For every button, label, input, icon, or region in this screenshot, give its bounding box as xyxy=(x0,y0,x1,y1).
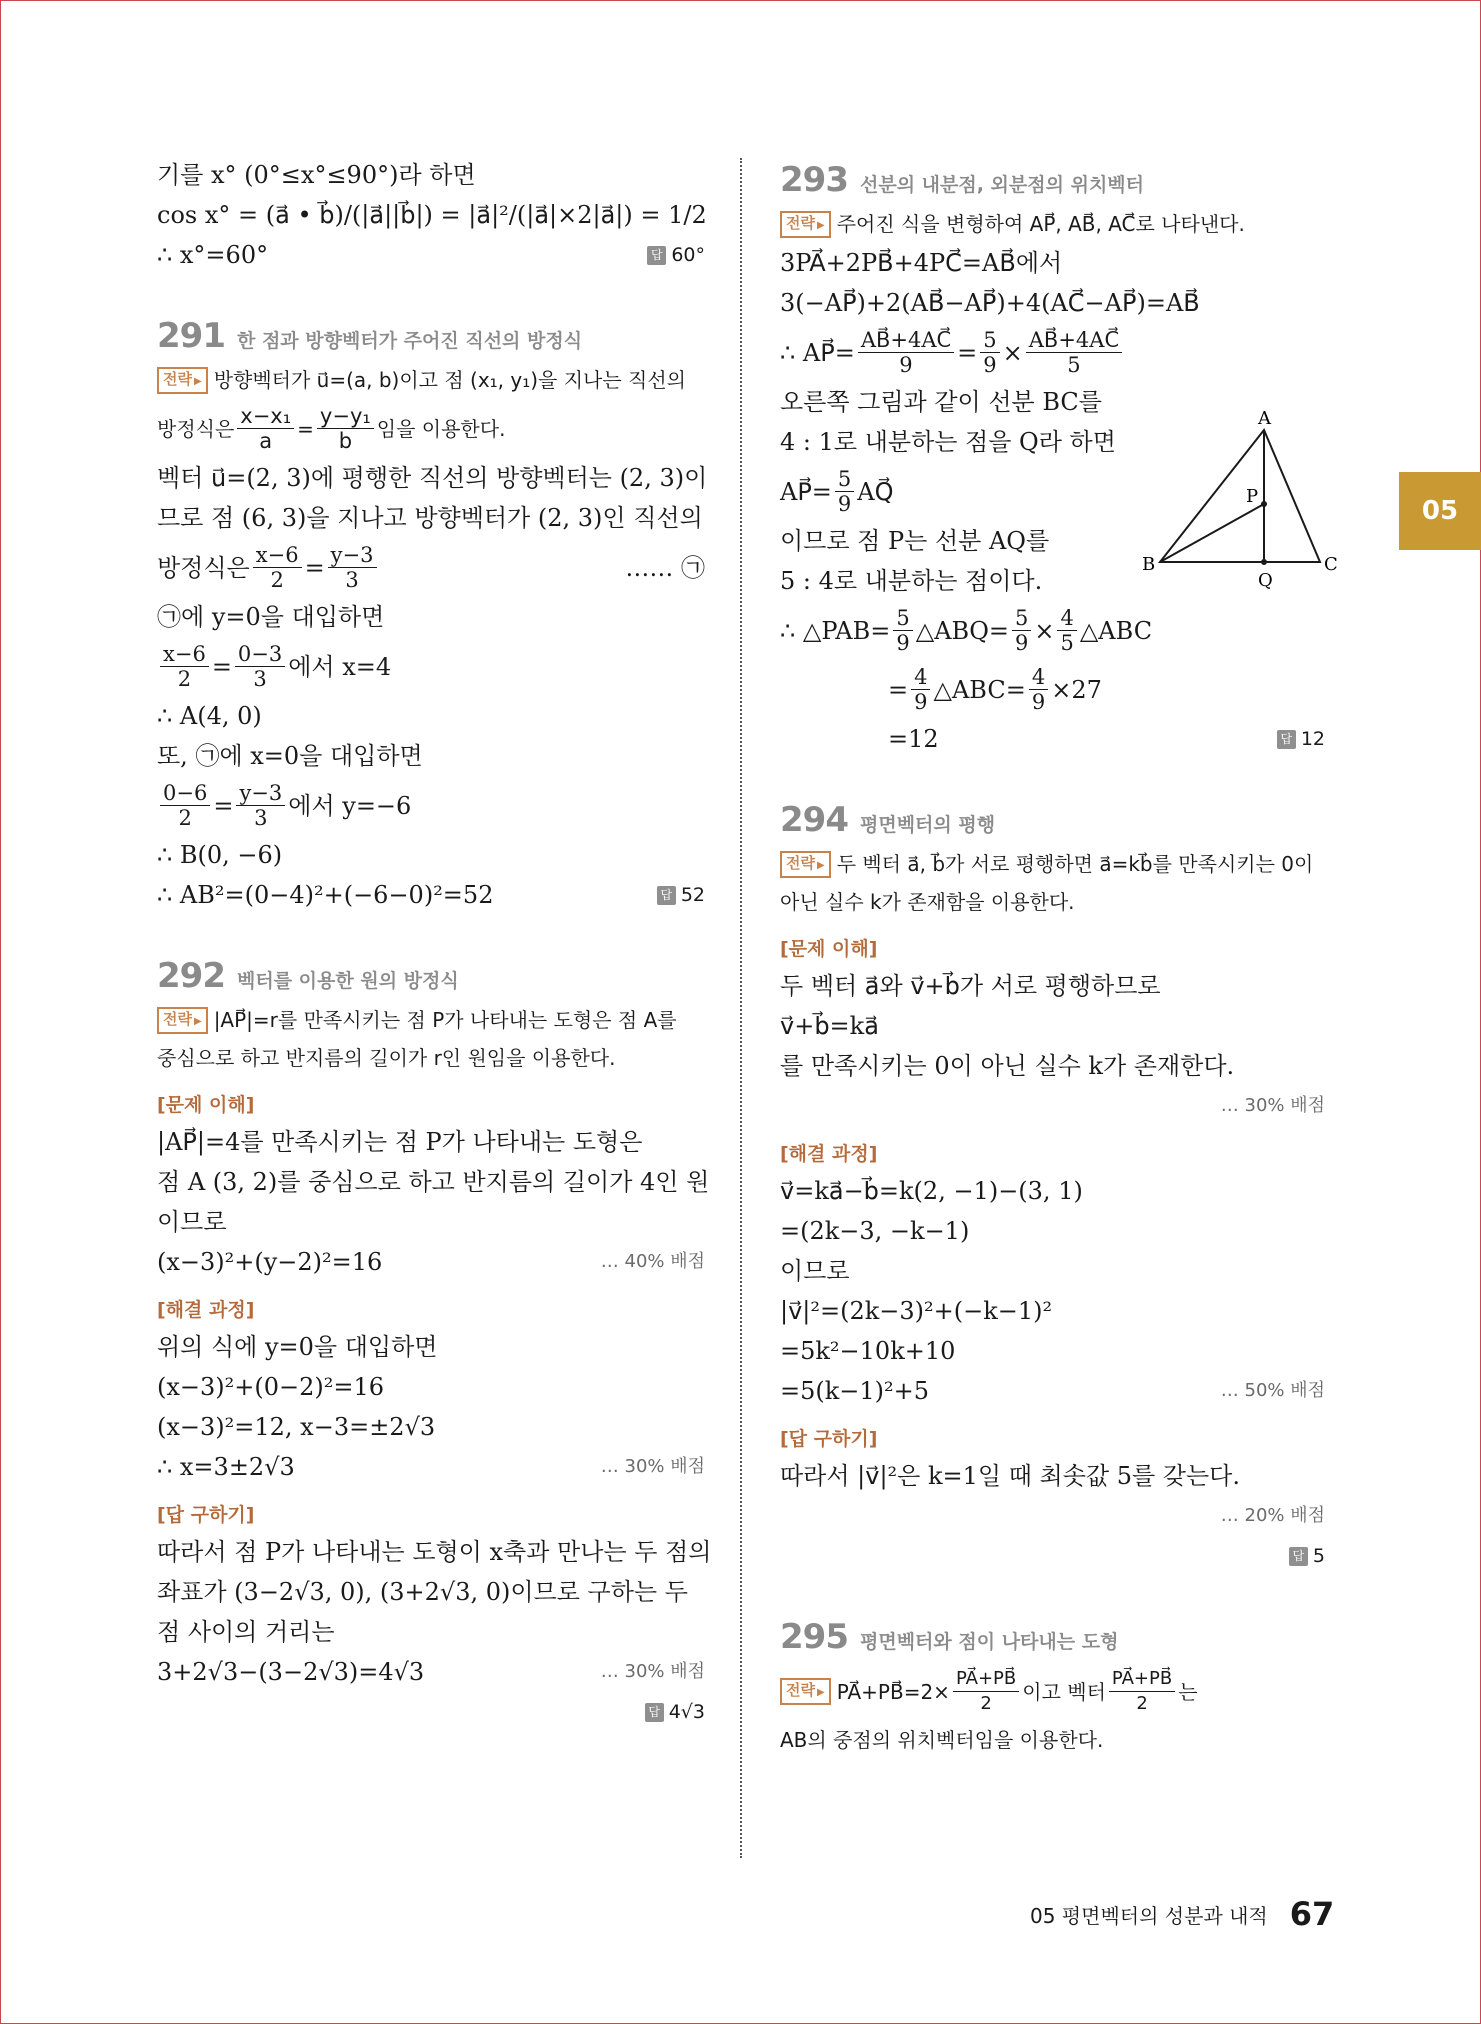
solution-line: |AP⃗|=4를 만족시키는 점 P가 나타내는 도형은 xyxy=(157,1128,643,1156)
chapter-side-tab: 05 xyxy=(1399,472,1481,550)
strategy-294: 전략 ▶ 두 벡터 a⃗, b⃗가 서로 평행하면 a⃗=kb⃗를 만족시키는 0이 xyxy=(780,850,1325,878)
point-q xyxy=(1261,559,1267,565)
page-number: 67 xyxy=(1289,1895,1335,1933)
problem-number: 294 xyxy=(780,800,848,840)
solution-line: =5k²−10k+10 xyxy=(780,1337,956,1365)
solution-line: 를 만족시키는 0이 아닌 실수 k가 존재한다. xyxy=(780,1052,1235,1080)
equation-line: = $\frac{4}{9}$ △ABC= $\frac{4}{9}$ ×27 xyxy=(888,665,1102,714)
strategy-tag: 전략 ▶ xyxy=(780,211,831,238)
strategy-tag: 전략 ▶ xyxy=(780,1678,831,1705)
intro-answer: 답 60° xyxy=(647,240,705,270)
strategy-292-line-2: 중심으로 하고 반지름의 길이가 r인 원임을 이용한다. xyxy=(157,1046,616,1070)
score-note: … 40% 배점 xyxy=(600,1251,705,1272)
intro-line-2: cos x° = (a⃗ • b⃗)/(|a⃗||b⃗|) = |a⃗|²/(|a⃗|×2|a⃗|) = 1/2 xyxy=(157,201,707,229)
solution-line: 점 사이의 거리는 xyxy=(157,1618,335,1646)
solution-line: ∴ A(4, 0) xyxy=(157,702,262,730)
score-note: … 20% 배점 xyxy=(1220,1505,1325,1526)
label-a: A xyxy=(1258,410,1271,429)
strategy-292: 전략 ▶ |AP⃗|=r를 만족시키는 점 P가 나타내는 도형은 점 A를 xyxy=(157,1006,705,1034)
solution-line: 5 : 4로 내분하는 점이다. xyxy=(780,567,1043,595)
solution-line: 이므로 xyxy=(157,1208,227,1236)
answer-mark-icon: 답 xyxy=(1289,1547,1308,1566)
solution-line: 므로 점 (6, 3)을 지나고 방향벡터가 (2, 3)인 직선의 xyxy=(157,504,703,532)
solution-line: (x−3)²=12, x−3=±2√3 xyxy=(157,1413,436,1441)
problem-number: 291 xyxy=(157,316,225,356)
problem-292-header xyxy=(157,956,705,996)
fraction: $\frac{\text{x−x₁}}{a}$ xyxy=(237,404,294,453)
scored-line: 3+2√3−(3−2√3)=4√3 … 30% 배점 xyxy=(157,1658,705,1686)
equation-line: AP⃗= $\frac{5}{9}$ AQ⃗ xyxy=(780,467,894,516)
page-footer xyxy=(1030,1895,1334,1933)
strategy-295: 전략 ▶ PA⃗+PB⃗=2× $\frac{PA⃗+PB⃗}{2}$ 이고 벡터 $\frac{PA⃗+PB⃗}{2}$ 는 xyxy=(780,1667,1325,1716)
label-p: P xyxy=(1246,486,1259,507)
problem-title: 한 점과 방향벡터가 주어진 직선의 방정식 xyxy=(236,330,583,352)
solution-line: 이므로 xyxy=(780,1257,850,1285)
scored-line: ∴ x=3±2√3 … 30% 배점 xyxy=(157,1453,705,1481)
score-note: … 30% 배점 xyxy=(1220,1095,1325,1116)
score-note: … 30% 배점 xyxy=(600,1661,705,1682)
solution-line: ㉠에 y=0을 대입하면 xyxy=(157,603,385,631)
scored-line: =5(k−1)²+5 … 50% 배점 xyxy=(780,1377,1325,1405)
strategy-tag: 전략 ▶ xyxy=(157,367,208,394)
section-heading: [해결 과정] xyxy=(780,1143,878,1165)
intro-line-3 xyxy=(157,240,705,270)
solution-line: 오른쪽 그림과 같이 선분 BC를 xyxy=(780,388,1102,416)
point-p xyxy=(1261,501,1267,507)
score-note: … 50% 배점 xyxy=(1220,1380,1325,1401)
solution-line: 두 벡터 a⃗와 v⃗+b⃗가 서로 평행하므로 xyxy=(780,972,1161,1000)
equation-line: $\frac{x-6}{2}$ = $\frac{0-3}{3}$ 에서 x=4 xyxy=(157,642,705,691)
answer-292: 답 4√3 xyxy=(645,1697,705,1727)
problem-title: 평면벡터와 점이 나타내는 도형 xyxy=(859,1631,1119,1653)
strategy-tag: 전략 ▶ xyxy=(157,1007,208,1034)
solution-line: 따라서 |v⃗|²은 k=1일 때 최솟값 5를 갖는다. xyxy=(780,1462,1240,1490)
intro-conclusion: ∴ x°=60° xyxy=(157,241,269,269)
section-heading: [문제 이해] xyxy=(157,1094,255,1116)
problem-number: 295 xyxy=(780,1617,848,1657)
solution-line: 점 A (3, 2)를 중심으로 하고 반지름의 길이가 4인 원 xyxy=(157,1168,710,1196)
equation-mark: …… ㉠ xyxy=(625,553,705,582)
answer-293: 답 12 xyxy=(1277,724,1325,754)
answer-mark-icon: 답 xyxy=(647,246,666,265)
section-heading: [문제 이해] xyxy=(780,938,878,960)
problem-number: 293 xyxy=(780,160,848,200)
problem-title: 선분의 내분점, 외분점의 위치벡터 xyxy=(859,174,1145,196)
triangle-figure xyxy=(1140,410,1340,590)
problem-295-header xyxy=(780,1617,1325,1657)
solution-line: v⃗=ka⃗−b⃗=k(2, −1)−(3, 1) xyxy=(780,1177,1083,1205)
score-line xyxy=(780,1091,1325,1121)
solution-line: 벡터 u⃗=(2, 3)에 평행한 직선의 방향벡터는 (2, 3)이 xyxy=(157,464,708,492)
solution-line: 위의 식에 y=0을 대입하면 xyxy=(157,1333,438,1361)
intro-line-1: 기를 x° (0°≤x°≤90°)라 하면 xyxy=(157,161,476,189)
section-heading: [답 구하기] xyxy=(157,1504,255,1526)
problem-number: 292 xyxy=(157,956,225,996)
strategy-293: 전략 ▶ 주어진 식을 변형하여 AP⃗, AB⃗, AC⃗로 나타낸다. xyxy=(780,210,1325,238)
solution-line: 4 : 1로 내분하는 점을 Q라 하면 xyxy=(780,428,1116,456)
solution-line: ∴ B(0, −6) xyxy=(157,841,283,869)
problem-293-header xyxy=(780,160,1325,200)
solution-line: 3PA⃗+2PB⃗+4PC⃗=AB⃗에서 xyxy=(780,249,1063,277)
problem-291-header xyxy=(157,316,705,356)
strategy-291: 전략 ▶ 방향벡터가 u⃗=(a, b)이고 점 (x₁, y₁)을 지나는 직선의 xyxy=(157,366,705,394)
equation-line: $\frac{0-6}{2}$ = $\frac{y-3}{3}$ 에서 y=−6 xyxy=(157,781,705,830)
column-divider xyxy=(740,158,742,1858)
solution-line: 좌표가 (3−2√3, 0), (3+2√3, 0)이므로 구하는 두 xyxy=(157,1578,688,1606)
equation-line: 방정식은 $\frac{x-6}{2}$ = $\frac{y-3}{3}$ …… ㉠ xyxy=(157,543,705,592)
right-column xyxy=(780,150,1325,1764)
answer-line xyxy=(780,1541,1325,1571)
strategy-295-line-2: AB의 중점의 위치벡터임을 이용한다. xyxy=(780,1728,1104,1752)
chapter-title: 05 평면벡터의 성분과 내적 xyxy=(1030,1903,1268,1928)
solution-line: 이므로 점 P는 선분 AQ를 xyxy=(780,527,1050,555)
answer-mark-icon: 답 xyxy=(657,886,676,905)
problem-294-header xyxy=(780,800,1325,840)
solution-line: =(2k−3, −k−1) xyxy=(780,1217,970,1245)
scored-line: (x−3)²+(y−2)²=16 … 40% 배점 xyxy=(157,1248,705,1276)
strategy-291-line-2: 방정식은 $\frac{\text{x−x₁}}{a}$ = $\frac{\text{y−y₁}}{b}$ 임을 이용한다. xyxy=(157,404,506,453)
label-q: Q xyxy=(1258,570,1273,590)
final-line: =12 답 12 xyxy=(888,725,1325,753)
problem-title: 벡터를 이용한 원의 방정식 xyxy=(236,970,459,992)
triangle-abc xyxy=(1160,430,1320,562)
label-c: C xyxy=(1324,554,1338,575)
answer-291: 답 52 xyxy=(657,880,705,910)
solution-line: 3(−AP⃗)+2(AB⃗−AP⃗)+4(AC⃗−AP⃗)=AB⃗ xyxy=(780,289,1200,317)
strategy-tag: 전략 ▶ xyxy=(780,851,831,878)
final-line: ∴ AB²=(0−4)²+(−6−0)²=52 답 52 xyxy=(157,881,705,909)
answer-mark-icon: 답 xyxy=(645,1703,664,1722)
label-b: B xyxy=(1142,554,1156,575)
segment-bp xyxy=(1160,504,1264,562)
answer-mark-icon: 답 xyxy=(1277,730,1296,749)
solution-line: |v⃗|²=(2k−3)²+(−k−1)² xyxy=(780,1297,1053,1325)
solution-line: v⃗+b⃗=ka⃗ xyxy=(780,1012,879,1040)
equation-line: ∴ △PAB= $\frac{5}{9}$ △ABQ= $\frac{5}{9}$ × $\frac{4}{5}$ △ABC xyxy=(780,606,1153,655)
score-note: … 30% 배점 xyxy=(600,1456,705,1477)
solution-line: 또, ㉠에 x=0을 대입하면 xyxy=(157,742,423,770)
section-heading: [답 구하기] xyxy=(780,1428,878,1450)
answer-294: 답 5 xyxy=(1289,1541,1325,1571)
left-column xyxy=(157,150,712,1737)
score-line xyxy=(780,1501,1325,1531)
equation-line: ∴ AP⃗= $\frac{AB⃗+4AC⃗}{9}$ = $\frac{5}{9}$ × $\frac{AB⃗+4AC⃗}{5}$ xyxy=(780,328,1325,377)
fraction: $\frac{\text{y−y₁}}{b}$ xyxy=(317,404,374,453)
solution-line: 따라서 점 P가 나타내는 도형이 x축과 만나는 두 점의 xyxy=(157,1538,712,1566)
solution-line: (x−3)²+(0−2)²=16 xyxy=(157,1373,385,1401)
problem-title: 평면벡터의 평행 xyxy=(859,814,996,836)
answer-line xyxy=(157,1697,705,1727)
strategy-294-line-2: 아닌 실수 k가 존재함을 이용한다. xyxy=(780,890,1075,914)
section-heading: [해결 과정] xyxy=(157,1299,255,1321)
